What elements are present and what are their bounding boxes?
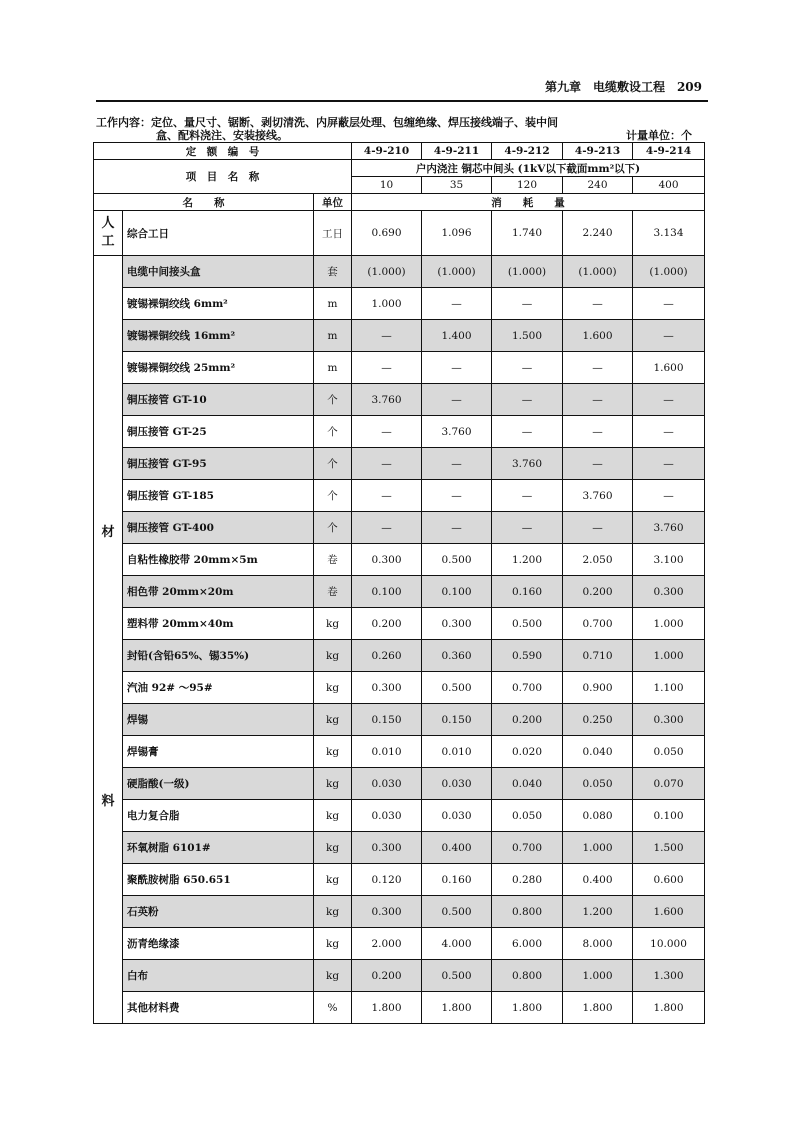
material-value: — — [422, 288, 492, 320]
material-value: — — [352, 480, 422, 512]
material-value: 1.500 — [633, 832, 705, 864]
material-value: 0.050 — [492, 800, 563, 832]
material-row — [94, 960, 705, 992]
material-name: 铜压接管 GT-400 — [123, 512, 314, 544]
material-value: 0.200 — [563, 576, 633, 608]
material-value: 3.760 — [633, 512, 705, 544]
material-category — [94, 256, 123, 1024]
material-name: 汽油 92# ～95# — [123, 672, 314, 704]
labor-value: 1.096 — [422, 211, 492, 256]
material-unit: kg — [314, 800, 352, 832]
material-unit: 个 — [314, 512, 352, 544]
material-value: 2.000 — [352, 928, 422, 960]
material-value: 0.050 — [633, 736, 705, 768]
material-name: 石英粉 — [123, 896, 314, 928]
size-cell: 400 — [633, 177, 705, 194]
material-value: 10.000 — [633, 928, 705, 960]
material-unit: kg — [314, 640, 352, 672]
labor-value: 1.740 — [492, 211, 563, 256]
unit-header: 单位 — [314, 194, 352, 211]
material-value: — — [563, 288, 633, 320]
material-value: 0.800 — [492, 960, 563, 992]
material-value: 1.200 — [492, 544, 563, 576]
material-value: 3.760 — [492, 448, 563, 480]
material-value: 0.250 — [563, 704, 633, 736]
material-value: 0.080 — [563, 800, 633, 832]
material-name: 电缆中间接头盒 — [123, 256, 314, 288]
material-unit: 套 — [314, 256, 352, 288]
material-value: (1.000) — [352, 256, 422, 288]
material-name: 镀锡裸铜绞线 16mm² — [123, 320, 314, 352]
material-row — [94, 256, 705, 288]
material-value: 0.360 — [422, 640, 492, 672]
measurement-unit: 计量单位：个 — [626, 129, 692, 142]
material-row — [94, 448, 705, 480]
material-value: — — [633, 448, 705, 480]
material-unit: kg — [314, 736, 352, 768]
material-value: 0.280 — [492, 864, 563, 896]
material-name: 封铅(含铅65%、锡35%) — [123, 640, 314, 672]
material-unit: 个 — [314, 384, 352, 416]
material-value: 0.700 — [492, 832, 563, 864]
material-unit: 个 — [314, 480, 352, 512]
material-name: 铜压接管 GT-185 — [123, 480, 314, 512]
material-value: 0.030 — [422, 800, 492, 832]
material-category-char-2: 料 — [101, 793, 115, 809]
material-value: 1.600 — [633, 352, 705, 384]
material-value: — — [563, 416, 633, 448]
material-name: 焊锡 — [123, 704, 314, 736]
material-value: 0.260 — [352, 640, 422, 672]
material-row — [94, 576, 705, 608]
material-value: 0.900 — [563, 672, 633, 704]
material-value: 1.000 — [563, 832, 633, 864]
material-value: 0.300 — [352, 832, 422, 864]
labor-value: 3.134 — [633, 211, 705, 256]
material-name: 塑料带 20mm×40m — [123, 608, 314, 640]
material-row — [94, 704, 705, 736]
material-name: 铜压接管 GT-25 — [123, 416, 314, 448]
material-value: 1.100 — [633, 672, 705, 704]
material-value: 0.500 — [492, 608, 563, 640]
material-value: — — [633, 288, 705, 320]
page-header-text: 第九章 电缆敷设工程 209 — [544, 80, 702, 94]
material-value: 0.600 — [633, 864, 705, 896]
material-value: 3.760 — [422, 416, 492, 448]
size-cell: 120 — [492, 177, 563, 194]
name-header: 名 称 — [94, 194, 314, 211]
labor-unit: 工日 — [314, 211, 352, 256]
material-value: 1.600 — [633, 896, 705, 928]
material-row — [94, 640, 705, 672]
material-value: 0.800 — [492, 896, 563, 928]
material-value: 6.000 — [492, 928, 563, 960]
material-value: 0.300 — [633, 576, 705, 608]
material-row — [94, 320, 705, 352]
material-value: 0.050 — [563, 768, 633, 800]
material-value: 0.100 — [633, 800, 705, 832]
material-value: 0.150 — [352, 704, 422, 736]
material-name: 沥青绝缘漆 — [123, 928, 314, 960]
material-value: 0.300 — [352, 544, 422, 576]
material-value: 0.200 — [352, 960, 422, 992]
material-row — [94, 384, 705, 416]
material-row — [94, 608, 705, 640]
material-value: 1.500 — [492, 320, 563, 352]
material-value: 0.030 — [422, 768, 492, 800]
material-value: 0.070 — [633, 768, 705, 800]
material-name: 镀锡裸铜绞线 6mm² — [123, 288, 314, 320]
size-cell: 35 — [422, 177, 492, 194]
material-name: 电力复合脂 — [123, 800, 314, 832]
material-row — [94, 768, 705, 800]
material-row — [94, 416, 705, 448]
material-value: 0.200 — [492, 704, 563, 736]
material-row — [94, 672, 705, 704]
code-cell: 4-9-213 — [563, 143, 633, 160]
material-value: — — [492, 416, 563, 448]
material-unit: 卷 — [314, 576, 352, 608]
material-unit: m — [314, 288, 352, 320]
material-row — [94, 800, 705, 832]
material-value: 0.040 — [492, 768, 563, 800]
material-value: 1.800 — [352, 992, 422, 1024]
material-value: 1.400 — [422, 320, 492, 352]
consumption-header: 消 耗 量 — [352, 194, 705, 211]
material-value: 0.160 — [422, 864, 492, 896]
material-value: 0.300 — [633, 704, 705, 736]
item-name-label: 项 目 名 称 — [94, 160, 352, 194]
labor-value: 2.240 — [563, 211, 633, 256]
work-content-line1: 工作内容：定位、量尺寸、锯断、剥切清洗、内屏蔽层处理、包缠绝缘、焊压接线端子、装中间 — [96, 116, 558, 129]
material-value: — — [563, 384, 633, 416]
material-unit: 个 — [314, 448, 352, 480]
material-value: 0.100 — [422, 576, 492, 608]
material-unit: kg — [314, 704, 352, 736]
material-value: 0.160 — [492, 576, 563, 608]
material-value: 0.030 — [352, 800, 422, 832]
work-content-line2: 盒、配料浇注、安装接线。 — [156, 129, 288, 142]
labor-name: 综合工日 — [123, 211, 314, 256]
material-value: — — [352, 416, 422, 448]
size-cell: 240 — [563, 177, 633, 194]
material-value: 1.000 — [633, 608, 705, 640]
material-unit: kg — [314, 672, 352, 704]
material-row — [94, 352, 705, 384]
material-value: 0.040 — [563, 736, 633, 768]
material-value: 0.010 — [422, 736, 492, 768]
material-unit: kg — [314, 928, 352, 960]
material-unit: kg — [314, 832, 352, 864]
material-value: 0.100 — [352, 576, 422, 608]
material-value: — — [633, 416, 705, 448]
material-unit: 卷 — [314, 544, 352, 576]
material-value: 0.300 — [352, 672, 422, 704]
material-row — [94, 928, 705, 960]
material-value: — — [352, 512, 422, 544]
material-value: 0.400 — [422, 832, 492, 864]
material-name: 铜压接管 GT-95 — [123, 448, 314, 480]
material-value: 0.020 — [492, 736, 563, 768]
material-name: 聚酰胺树脂 650.651 — [123, 864, 314, 896]
material-unit: kg — [314, 896, 352, 928]
size-cell: 10 — [352, 177, 422, 194]
material-value: 0.700 — [563, 608, 633, 640]
material-value: 1.200 — [563, 896, 633, 928]
material-value: 1.800 — [633, 992, 705, 1024]
material-value: — — [422, 384, 492, 416]
material-value: — — [492, 288, 563, 320]
material-value: 0.710 — [563, 640, 633, 672]
material-value: — — [633, 384, 705, 416]
material-row — [94, 512, 705, 544]
material-unit: kg — [314, 864, 352, 896]
material-value: 1.800 — [422, 992, 492, 1024]
material-name: 镀锡裸铜绞线 25mm² — [123, 352, 314, 384]
material-value: 0.120 — [352, 864, 422, 896]
material-value: (1.000) — [492, 256, 563, 288]
quota-number-label: 定 额 编 号 — [94, 143, 352, 160]
material-value: 1.800 — [492, 992, 563, 1024]
material-value: 0.300 — [422, 608, 492, 640]
material-value: 0.500 — [422, 960, 492, 992]
material-name: 相色带 20mm×20m — [123, 576, 314, 608]
material-name: 其他材料费 — [123, 992, 314, 1024]
material-name: 环氧树脂 6101# — [123, 832, 314, 864]
group-title: 户内浇注 铜芯中间头 (1kV以下截面mm²以下) — [352, 160, 705, 177]
material-value: 1.000 — [352, 288, 422, 320]
material-value: 0.500 — [422, 672, 492, 704]
material-unit: kg — [314, 768, 352, 800]
material-value: — — [492, 512, 563, 544]
material-name: 白布 — [123, 960, 314, 992]
material-value: 0.500 — [422, 896, 492, 928]
material-row — [94, 480, 705, 512]
page-header — [96, 72, 708, 102]
material-unit: 个 — [314, 416, 352, 448]
material-value: 0.500 — [422, 544, 492, 576]
material-row — [94, 832, 705, 864]
material-value: 1.800 — [563, 992, 633, 1024]
material-value: — — [633, 480, 705, 512]
material-row — [94, 736, 705, 768]
material-value: 1.300 — [633, 960, 705, 992]
material-row — [94, 864, 705, 896]
material-name: 铜压接管 GT-10 — [123, 384, 314, 416]
material-value: — — [563, 512, 633, 544]
material-unit: m — [314, 352, 352, 384]
material-value: 3.760 — [563, 480, 633, 512]
material-value: — — [492, 352, 563, 384]
material-name: 自粘性橡胶带 20mm×5m — [123, 544, 314, 576]
material-value: 0.590 — [492, 640, 563, 672]
code-cell: 4-9-211 — [422, 143, 492, 160]
material-value: — — [422, 512, 492, 544]
material-value: (1.000) — [563, 256, 633, 288]
material-row — [94, 992, 705, 1024]
material-unit: % — [314, 992, 352, 1024]
code-cell: 4-9-214 — [633, 143, 705, 160]
quota-table — [93, 142, 705, 1024]
material-value: — — [352, 352, 422, 384]
material-value: 1.000 — [563, 960, 633, 992]
material-value: 0.400 — [563, 864, 633, 896]
material-value: 3.100 — [633, 544, 705, 576]
labor-value: 0.690 — [352, 211, 422, 256]
material-value: 0.700 — [492, 672, 563, 704]
material-value: — — [422, 352, 492, 384]
material-name: 硬脂酸(一级) — [123, 768, 314, 800]
material-name: 焊锡膏 — [123, 736, 314, 768]
labor-category: 人工 — [94, 211, 123, 256]
material-value: (1.000) — [633, 256, 705, 288]
material-unit: kg — [314, 608, 352, 640]
material-value: 1.600 — [563, 320, 633, 352]
material-value: 3.760 — [352, 384, 422, 416]
material-value: — — [422, 480, 492, 512]
material-row — [94, 544, 705, 576]
material-value: — — [563, 352, 633, 384]
material-category-char-1: 材 — [101, 525, 115, 541]
code-cell: 4-9-212 — [492, 143, 563, 160]
material-value: — — [422, 448, 492, 480]
material-value: — — [563, 448, 633, 480]
material-row — [94, 896, 705, 928]
material-value: 0.030 — [352, 768, 422, 800]
material-value: 0.300 — [352, 896, 422, 928]
material-value: — — [492, 480, 563, 512]
material-value: — — [352, 448, 422, 480]
material-value: 0.150 — [422, 704, 492, 736]
material-value: 1.000 — [633, 640, 705, 672]
material-value: — — [633, 320, 705, 352]
material-value: 2.050 — [563, 544, 633, 576]
material-value: (1.000) — [422, 256, 492, 288]
material-value: — — [352, 320, 422, 352]
material-value: 8.000 — [563, 928, 633, 960]
material-value: 0.010 — [352, 736, 422, 768]
material-value: 4.000 — [422, 928, 492, 960]
material-unit: kg — [314, 960, 352, 992]
code-cell: 4-9-210 — [352, 143, 422, 160]
material-row — [94, 288, 705, 320]
material-value: 0.200 — [352, 608, 422, 640]
material-unit: m — [314, 320, 352, 352]
material-value: — — [492, 384, 563, 416]
